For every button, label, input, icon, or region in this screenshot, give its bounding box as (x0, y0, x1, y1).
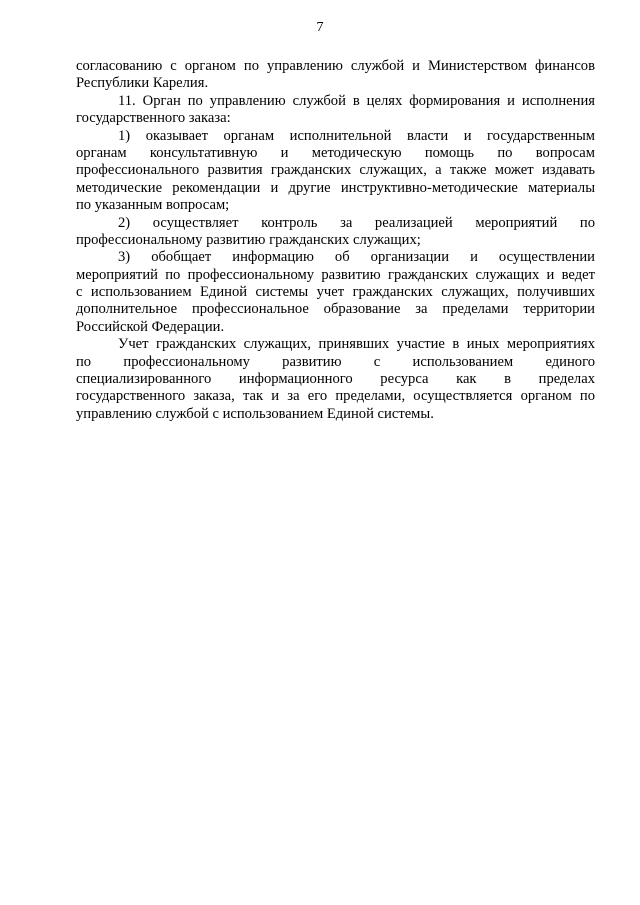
text-line: согласованию с органом по управлению службой и Министерством финансов (76, 58, 595, 74)
list-item-2: 2) осуществляет контроль за реализацией мероприятий по (118, 214, 595, 231)
text-line: с использованием Единой системы учет гражданских служащих, получивших (76, 284, 595, 301)
document-body (76, 58, 595, 423)
text-line: профессиональному развитию гражданских служащих; (76, 231, 421, 248)
text-line: Республики Карелия. (76, 75, 209, 92)
paragraph-11-heading: 11. Орган по управлению службой в целях формирования и исполнения (118, 92, 595, 109)
text-line: органам консультативную и методическую помощь по вопросам (76, 144, 595, 161)
text-line: Российской Федерации. (76, 318, 225, 335)
paragraph-accounting: Учет гражданских служащих, принявших участие в иных мероприятиях (118, 336, 595, 353)
text-line: государственного заказа: (76, 110, 231, 127)
text-line: по указанным вопросам; (76, 197, 230, 214)
text-line: мероприятий по профессиональному развитию гражданских служащих и ведет (76, 266, 595, 283)
text-line: государственного заказа, так и за его пределами, осуществляется органом по (76, 388, 595, 405)
text-line: дополнительное профессиональное образование за пределами территории (76, 301, 595, 318)
text-line: управлению службой с использованием Единой системы. (76, 405, 434, 422)
list-item-3: 3) обобщает информацию об организации и осуществлении (118, 249, 595, 266)
page-number: 7 (316, 20, 324, 35)
text-line: специализированного информационного ресурса как в пределах (76, 371, 595, 388)
text-line: по профессиональному развитию с использованием единого (76, 353, 595, 370)
text-line: методические рекомендации и другие инструктивно-методические материалы (76, 179, 595, 196)
text-line: профессионального развития гражданских служащих, а также может издавать (76, 162, 595, 179)
list-item-1: 1) оказывает органам исполнительной власти и государственным (118, 127, 595, 144)
